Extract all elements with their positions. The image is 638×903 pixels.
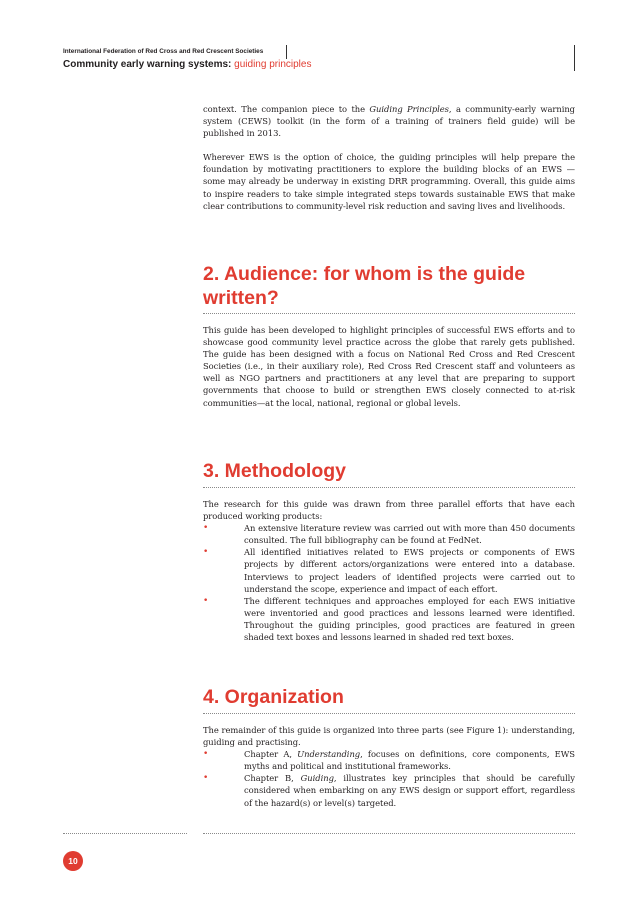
section-audience-divider — [203, 313, 575, 314]
section-organization-intro: The remainder of this guide is organized into three parts (see Figure 1): understanding, guiding and practising. — [203, 725, 575, 748]
footer-divider-right — [203, 833, 575, 834]
list-item-text: All identified initiatives related to EWS projects or components of EWS projects by different actors/organizations were entered into a database. Interviews to project leaders of identified projects were carried out to understand the scope, experience and impact of each effort. — [244, 547, 575, 594]
bullet-icon: • — [203, 547, 209, 558]
bullet-icon: • — [203, 595, 209, 606]
footer-divider-left — [63, 833, 187, 834]
bullet-icon: • — [203, 523, 209, 534]
page-number-badge: 10 — [63, 851, 83, 871]
section-methodology-divider — [203, 487, 575, 488]
section-methodology — [203, 459, 575, 643]
list-item-emphasis: Understanding — [297, 749, 361, 760]
section-methodology-heading: 3. Methodology — [203, 460, 346, 482]
section-audience-heading: 2. Audience: for whom is the guide written? — [203, 263, 526, 309]
header-organization: International Federation of Red Cross and Red Crescent Societies — [63, 48, 264, 55]
intro-p1-text-a: context. The companion piece to the — [203, 104, 370, 114]
section-methodology-intro: The research for this guide was drawn from three parallel efforts that have each produced working products: — [203, 499, 575, 522]
list-item-emphasis: Guiding — [300, 773, 334, 784]
list-item — [203, 595, 575, 643]
intro-paragraph-1 — [203, 103, 575, 139]
section-audience-body: This guide has been developed to highlight principles of successful EWS efforts and to showcase good community level practice across the globe that rarely gets published. The guide has been designed with a focus on National Red Cross and Red Crescent Societies (i.e., in their auxiliary role), Red Cross Red Crescent staff and volunteers as well as NGO partners and practitioners at any level that are preparing to support governments that choose to build or strengthen EWS closely connected to at-risk communities—at the local, national, regional or global levels. — [203, 325, 575, 408]
list-item — [203, 546, 575, 594]
bullet-icon: • — [203, 749, 209, 760]
header-divider-short — [286, 45, 287, 59]
list-item — [203, 772, 575, 808]
list-item-text: An extensive literature review was carried out with more than 450 documents consulted. The full bibliography can be found at FedNet. — [244, 523, 575, 546]
organization-list — [203, 748, 575, 808]
list-item-text-a: Chapter B, — [244, 773, 301, 784]
header-title-main: Community early warning systems: — [63, 59, 232, 70]
list-item — [203, 522, 575, 546]
list-item-text-b: , focuses on definitions, core components, EWS myths and political and institutional frameworks. — [244, 749, 575, 772]
list-item — [203, 748, 575, 772]
intro-p1-text-b: , a community-early warning system (CEWS) toolkit (in the form of a training of trainers field guide) will be published in 2013. — [203, 104, 575, 139]
header-divider-tall — [574, 45, 575, 71]
list-item-text-a: Chapter A, — [244, 749, 298, 760]
section-organization-divider — [203, 713, 575, 714]
section-organization — [203, 685, 575, 809]
list-item-text: The different techniques and approaches employed for each EWS initiative were inventoried and good practices and lessons learned were identified. Throughout the guiding principles, good practices are featured in green shaded text boxes and lessons learned in shaded red text boxes. — [244, 595, 575, 643]
header-title — [63, 59, 311, 70]
bullet-icon: • — [203, 773, 209, 784]
intro-paragraph-2: Wherever EWS is the option of choice, the guiding principles will help prepare the foundation by motivating practitioners to explore the building blocks of an EWS — some may already be underway in existing DRR programming. Overall, this guide aims to inspire readers to take simple integrated steps towards sustainable EWS that make clear contributions to community-level risk reduction and saving lives and livelihoods. — [203, 152, 575, 211]
header-title-sub: guiding principles — [234, 59, 312, 70]
list-item-text-b: , illustrates key principles that should be carefully considered when embarking on any EWS design or support effort, regardless of the hazard(s) or level(s) targeted. — [244, 773, 575, 808]
intro-block — [203, 103, 575, 212]
intro-p1-emphasis: Guiding Principles — [369, 104, 449, 114]
section-organization-heading: 4. Organization — [203, 686, 344, 708]
methodology-list — [203, 522, 575, 643]
section-audience — [203, 262, 575, 409]
